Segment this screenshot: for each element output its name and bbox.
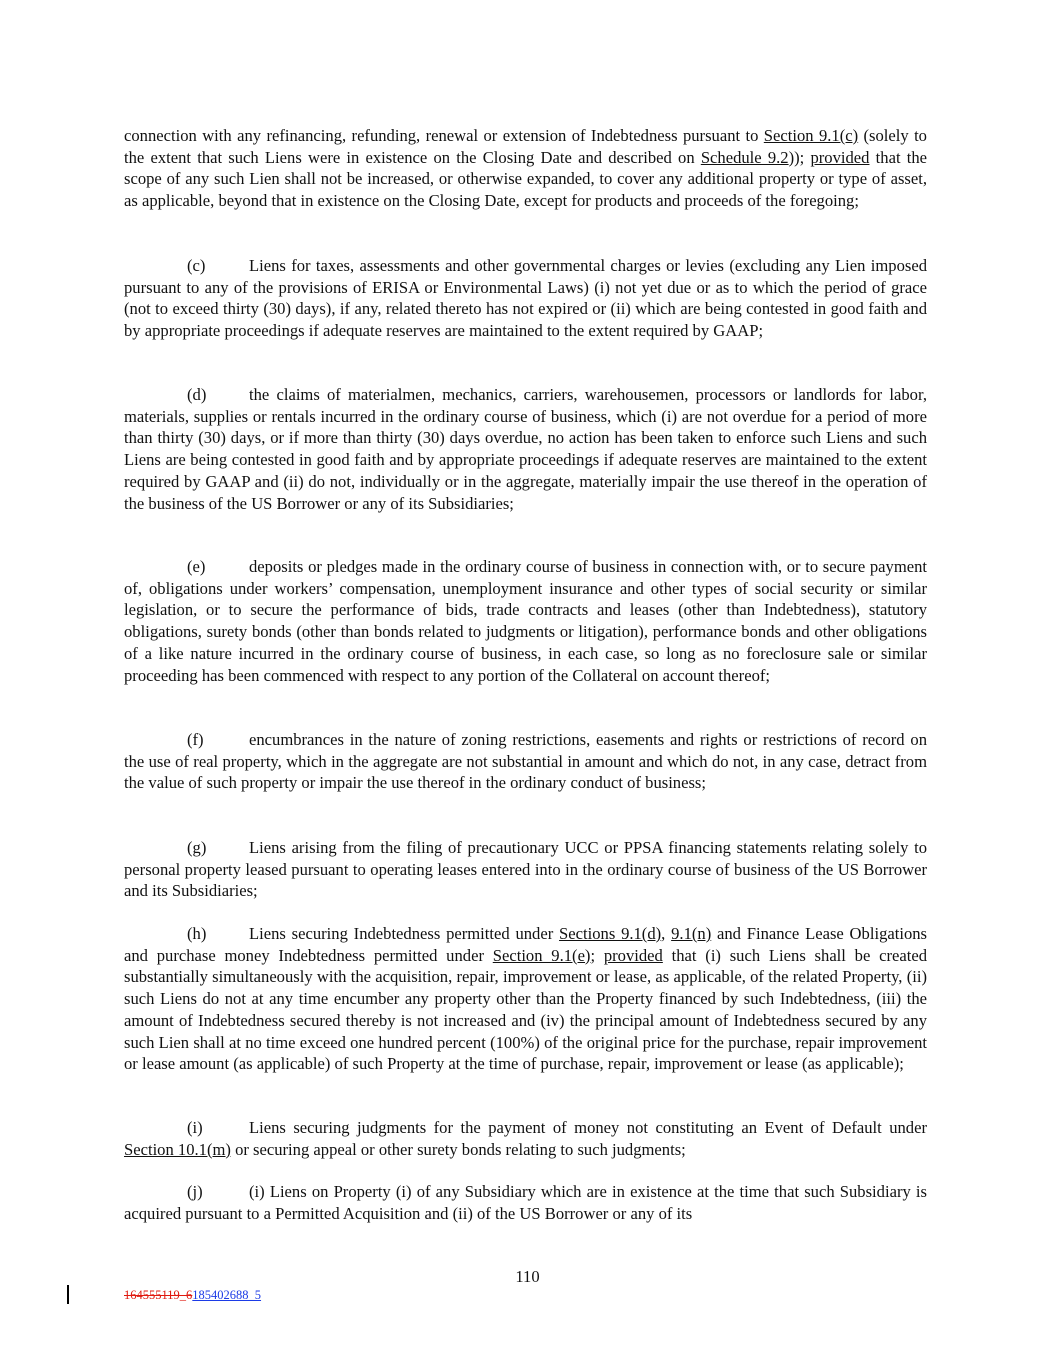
clause-text: deposits or pledges made in the ordinary course of business in connection with, or to secure payment of, obligations under workers’ compensation, unemployment insurance and other types of social security or similar legislation, or to secure the performance of bids, trade contracts and leases (other than Indebtedness), statutory obligations, surety bonds (other than bonds related to judgments or litigation), performance bonds and other obligations of a like nature incurred in the ordinary course of business, in each case, so long as no foreclosure sale or similar proceeding has been commenced with respect to any portion of the Collateral on account thereof;	[124, 557, 927, 685]
provided-term: provided	[603, 945, 663, 965]
section-reference: Section 10.1(m)	[124, 1139, 231, 1159]
clause-text: Liens securing Indebtedness permitted under	[249, 924, 560, 943]
paragraph-text: ));	[788, 147, 811, 167]
section-reference: Section 9.1(e)	[492, 945, 591, 965]
clause-c	[124, 255, 927, 342]
provided-term: provided	[810, 147, 870, 167]
clause-label: (e)	[187, 557, 206, 576]
document-id	[124, 1288, 261, 1302]
clause-label: (j)	[187, 1182, 203, 1201]
clause-text: encumbrances in the nature of zoning restrictions, easements and rights or restrictions of record on the use of real property, which in the aggregate are not substantial in amount and which do not, in any case, detract from the value of such property or impair the use thereof in the ordinary conduct of business;	[124, 730, 927, 793]
clause-text: (i) Liens on Property (i) of any Subsidiary which are in existence at the time that such Subsidiary is acquired pursuant to a Permitted Acquisition and (ii) of the US Borrower or any of its	[124, 1182, 927, 1223]
clause-text: and Finance Lease Obligations and purchase money Indebtedness permitted under	[124, 924, 927, 965]
clause-text: the claims of materialmen, mechanics, carriers, warehousemen, processors or landlords for labor, materials, supplies or rentals incurred in the ordinary course of business, which (i) are not overdue for a period of more than thirty (30) days, or if more than thirty (30) days overdue, no action has been taken to enforce such Liens and such Liens are being contested in good faith and by appropriate proceedings if adequate reserves are maintained to the extent required by GAAP and (ii) do not, individually or in the aggregate, materially impair the use thereof in the operation of the business of the US Borrower or any of its Subsidiaries;	[124, 385, 927, 513]
clause-label: (h)	[187, 924, 207, 943]
inserted-doc-id: 185402688_5	[192, 1288, 262, 1302]
clause-label: (f)	[187, 730, 204, 749]
paragraph-text: that the scope of any such Lien shall not be increased, or otherwise expanded, to cover any additional property or type of asset, as applicable, beyond that in existence on the Closing Date, except for products and proceeds of the foregoing;	[124, 147, 928, 211]
clause-label: (d)	[187, 385, 207, 404]
clause-label: (g)	[187, 838, 207, 857]
clause-f	[124, 729, 927, 794]
section-reference: Section 9.1(c)	[763, 126, 859, 145]
clause-h	[124, 923, 927, 1075]
clause-text: that (i) such Liens shall be created substantially simultaneously with the acquisition, repair, improvement or lease, as applicable, of the related Property, (ii) such Liens do not at any time encumber any property other than the Property financed by such Indebtedness, (iii) the amount of Indebtedness secured thereby is not increased and (iv) the principal amount of Indebtedness secured by any such Lien shall at no time exceed one hundred percent (100%) of the original price for the purchase, repair improvement or lease amount (as applicable) of such Property at the time of purchase, repair, improvement or lease (as applicable);	[124, 945, 928, 1074]
page-number: 110	[515, 1267, 540, 1286]
clause-j	[124, 1181, 927, 1224]
deleted-doc-id: 164555119_6	[124, 1288, 193, 1302]
clause-d	[124, 384, 927, 514]
paragraph-text: (solely to the extent that such Liens were in existence on the Closing Date and described on	[124, 126, 927, 167]
clause-text: Liens arising from the filing of precautionary UCC or PPSA financing statements relating solely to personal property leased pursuant to operating leases entered into in the ordinary course of business of the US Borrower and its Subsidiaries;	[124, 838, 927, 901]
clause-i	[124, 1117, 927, 1160]
clause-label: (i)	[187, 1118, 203, 1137]
section-reference: 9.1(n)	[671, 924, 712, 943]
clause-text: Liens securing judgments for the payment of money not constituting an Event of Default under	[249, 1118, 927, 1137]
schedule-reference: Schedule 9.2	[700, 147, 789, 167]
clause-text: ;	[590, 945, 604, 965]
change-bar	[67, 1285, 69, 1304]
clause-e	[124, 556, 927, 686]
paragraph-text: connection with any refinancing, refunding, renewal or extension of Indebtedness pursuant to	[124, 126, 764, 145]
clause-text: or securing appeal or other surety bonds relating to such judgments;	[230, 1139, 686, 1159]
clause-text: Liens for taxes, assessments and other governmental charges or levies (excluding any Lien imposed pursuant to any of the provisions of ERISA or Environmental Laws) (i) not yet due or as to which the period of grace (not to exceed thirty (30) days), if any, related thereto has not expired or (ii) which are being contested in good faith and by appropriate proceedings if adequate reserves are maintained to the extent required by GAAP;	[124, 256, 927, 341]
section-reference: Sections 9.1(d)	[559, 924, 662, 943]
clause-g	[124, 837, 927, 902]
paragraph-continuation	[124, 125, 927, 212]
clause-text: ,	[661, 924, 672, 943]
clause-label: (c)	[187, 256, 206, 275]
